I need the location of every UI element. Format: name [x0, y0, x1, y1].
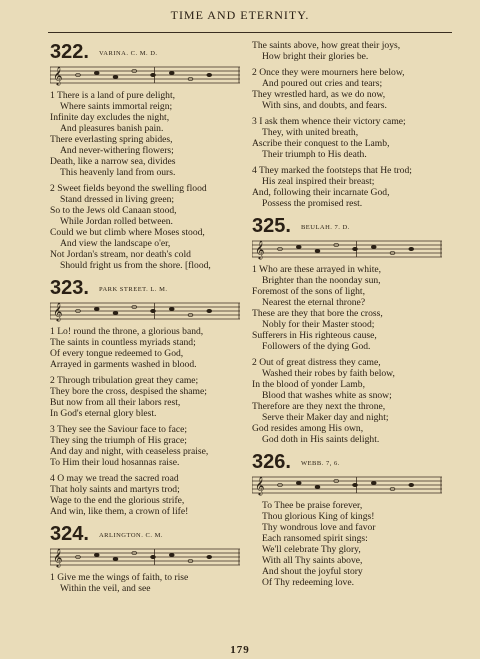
treble-clef-icon: 𝄞 — [255, 478, 265, 495]
verse — [50, 326, 250, 370]
verse-line: Ascribe their conquest to the Lamb, — [252, 138, 390, 149]
verse-line: 1 There is a land of pure delight, — [50, 90, 176, 101]
verse-line: And pleasures banish pain. — [60, 123, 164, 134]
verse — [252, 357, 452, 445]
verse-line: Of every tongue redeemed to God, — [50, 348, 184, 359]
verse-line: With all Thy saints above, — [262, 555, 363, 566]
music-staff — [50, 64, 240, 86]
verse-line: And view the landscape o'er, — [60, 238, 171, 249]
verse-line: Not Jordan's stream, nor death's cold — [50, 249, 191, 260]
music-note — [151, 73, 156, 76]
verse-line: They wrestled hard, as we do now, — [252, 89, 386, 100]
hymn-heading — [252, 450, 452, 472]
verse-line: They, with united breath, — [262, 127, 359, 138]
verse-line: Serve their Maker day and night; — [262, 412, 389, 423]
music-note — [151, 555, 156, 558]
tune-name: PARK STREET. L. M. — [98, 286, 168, 293]
verse-line: And shout the joyful story — [262, 566, 363, 577]
verse-line: Foremost of the sons of light, — [252, 286, 365, 297]
verse-line: Should fright us from the shore. [flood, — [60, 260, 211, 271]
right-column — [252, 40, 452, 593]
music-note — [94, 553, 99, 556]
music-note — [113, 557, 118, 560]
music-note — [113, 311, 118, 314]
verse-line: Nobly for their Master stood; — [262, 319, 375, 330]
verse-line: Brighter than the noonday sun, — [262, 275, 381, 286]
treble-clef-icon: 𝄞 — [255, 242, 265, 259]
verse — [252, 116, 452, 160]
verse-line: But now from all their labors rest, — [50, 397, 181, 408]
music-note — [207, 309, 212, 312]
music-note — [207, 73, 212, 76]
music-note — [409, 247, 414, 250]
hymn-number: 326. — [252, 451, 291, 473]
verse-line: The saints above, how great their joys, — [252, 40, 401, 51]
verse-line: Therefore are they next the throne, — [252, 401, 386, 412]
music-note — [315, 485, 320, 488]
verse-line: While Jordan rolled between. — [60, 216, 173, 227]
hymn-heading — [50, 522, 250, 544]
verse-line: Nearest the eternal throne? — [262, 297, 366, 308]
verse-line: Could we but climb where Moses stood, — [50, 227, 205, 238]
music-note — [371, 481, 376, 484]
hymn-326 — [252, 450, 452, 588]
verse — [50, 183, 250, 271]
tune-name: ARLINGTON. C. M. — [98, 532, 163, 539]
verse-line: To Him their loud hosannas raise. — [50, 457, 180, 468]
hymn-number: 323. — [50, 277, 89, 299]
verse-line: 2 Out of great distress they came, — [252, 357, 381, 368]
verse-line: God doth in His saints delight. — [262, 434, 380, 445]
verse-line: Wage to the end the glorious strife, — [50, 495, 185, 506]
verse-line: Followers of the dying God. — [262, 341, 371, 352]
verse-line: 3 They see the Saviour face to face; — [50, 424, 188, 435]
verse-line: Possess the promised rest. — [262, 198, 363, 209]
verse-line: We'll celebrate Thy glory, — [262, 544, 361, 555]
hymn-322 — [50, 40, 250, 271]
hymn-heading — [252, 214, 452, 236]
verse — [50, 424, 250, 468]
verse-line: 1 Who are these arrayed in white, — [252, 264, 382, 275]
verse — [252, 40, 452, 62]
music-note — [353, 483, 358, 486]
verse-line: These are they that bore the cross, — [252, 308, 383, 319]
treble-clef-icon: 𝄞 — [53, 304, 63, 321]
tune-name: VARINA. C. M. D. — [98, 50, 158, 57]
verse-line: Of Thy redeeming love. — [262, 577, 355, 588]
verse-line: And day and night, with ceaseless praise, — [50, 446, 209, 457]
hymn-number: 322. — [50, 41, 89, 63]
treble-clef-icon: 𝄞 — [53, 550, 63, 567]
verse-line: The saints in countless myriads stand; — [50, 337, 196, 348]
verse-line: And poured out cries and tears; — [262, 78, 383, 89]
treble-clef-icon: 𝄞 — [53, 68, 63, 85]
music-note — [353, 247, 358, 250]
music-note — [169, 307, 174, 310]
verse-line: Washed their robes by faith below, — [262, 368, 395, 379]
music-note — [315, 249, 320, 252]
verse-line: To Thee be praise forever, — [262, 500, 363, 511]
music-note — [169, 553, 174, 556]
verse-line: They sing the triumph of His grace; — [50, 435, 187, 446]
music-note — [169, 71, 174, 74]
music-note — [371, 245, 376, 248]
verse-line: Thy wondrous love and favor — [262, 522, 376, 533]
music-staff — [50, 546, 240, 568]
verse-line: 2 Once they were mourners here below, — [252, 67, 405, 78]
verse-line: Each ransomed spirit sings: — [262, 533, 368, 544]
verse-line: There everlasting spring abides, — [50, 134, 173, 145]
hymn-323 — [50, 276, 250, 517]
verse-line: 2 Sweet fields beyond the swelling flood — [50, 183, 207, 194]
music-staff — [50, 300, 240, 322]
verse-line: They bore the cross, despised the shame; — [50, 386, 207, 397]
music-note — [296, 481, 301, 484]
hymn-heading — [50, 276, 250, 298]
verse-line: With sins, and doubts, and fears. — [262, 100, 387, 111]
hymn-number: 325. — [252, 215, 291, 237]
music-note — [151, 309, 156, 312]
verse-line: In the blood of yonder Lamb, — [252, 379, 365, 390]
verse-line: Death, like a narrow sea, divides — [50, 156, 176, 167]
verse-line: That holy saints and martyrs trod; — [50, 484, 180, 495]
verse-line: Their triumph to His death. — [262, 149, 367, 160]
music-note — [113, 75, 118, 78]
hymn-heading — [50, 40, 250, 62]
verse — [252, 500, 452, 588]
verse — [50, 90, 250, 178]
verse-line: And never-withering flowers; — [60, 145, 174, 156]
verse-line: And win, like them, a crown of life! — [50, 506, 189, 517]
page-header: TIME AND ETERNITY. — [170, 8, 310, 22]
verse-line: How bright their glories be. — [262, 51, 369, 62]
verse — [252, 264, 452, 352]
music-staff — [252, 474, 442, 496]
music-note — [94, 71, 99, 74]
music-note — [409, 483, 414, 486]
music-note — [207, 555, 212, 558]
verse-line: And, following their incarnate God, — [252, 187, 390, 198]
verse-line: 4 O may we tread the sacred road — [50, 473, 179, 484]
verse-line: 2 Through tribulation great they came; — [50, 375, 199, 386]
hymn-324 — [50, 522, 250, 594]
verse-line: God resides among His own, — [252, 423, 364, 434]
verse-line: Thou glorious King of kings! — [262, 511, 375, 522]
verse-line: His zeal inspired their breast; — [262, 176, 375, 187]
verse-line: Infinite day excludes the night, — [50, 112, 170, 123]
verse-line: Within the veil, and see — [60, 583, 151, 594]
verse-line: So to the Jews old Canaan stood, — [50, 205, 177, 216]
hymn-324-continued — [252, 40, 452, 209]
left-column — [50, 40, 250, 599]
verse — [50, 375, 250, 419]
verse-line: 3 I ask them whence their victory came; — [252, 116, 406, 127]
header-rule — [48, 32, 452, 33]
verse-line: This heavenly land from ours. — [60, 167, 176, 178]
verse — [50, 473, 250, 517]
music-note — [94, 307, 99, 310]
page-number: 179 — [230, 644, 250, 656]
music-staff — [252, 238, 442, 260]
verse-line: Arrayed in garments washed in blood. — [50, 359, 197, 370]
tune-name: BEULAH. 7. D. — [300, 224, 350, 231]
verse-line: In God's eternal glory blest. — [50, 408, 157, 419]
verse — [252, 165, 452, 209]
verse-line: 4 They marked the footsteps that He trod; — [252, 165, 412, 176]
hymn-number: 324. — [50, 523, 89, 545]
verse-line: 1 Give me the wings of faith, to rise — [50, 572, 189, 583]
verse — [50, 572, 250, 594]
verse — [252, 67, 452, 111]
tune-name: WEBB. 7, 6. — [300, 460, 340, 467]
verse-line: Stand dressed in living green; — [60, 194, 175, 205]
verse-line: Sufferers in His righteous cause, — [252, 330, 377, 341]
verse-line: Where saints immortal reign; — [60, 101, 173, 112]
verse-line: Blood that washes white as snow; — [262, 390, 392, 401]
music-note — [296, 245, 301, 248]
hymn-325 — [252, 214, 452, 445]
verse-line: 1 Lo! round the throne, a glorious band, — [50, 326, 204, 337]
